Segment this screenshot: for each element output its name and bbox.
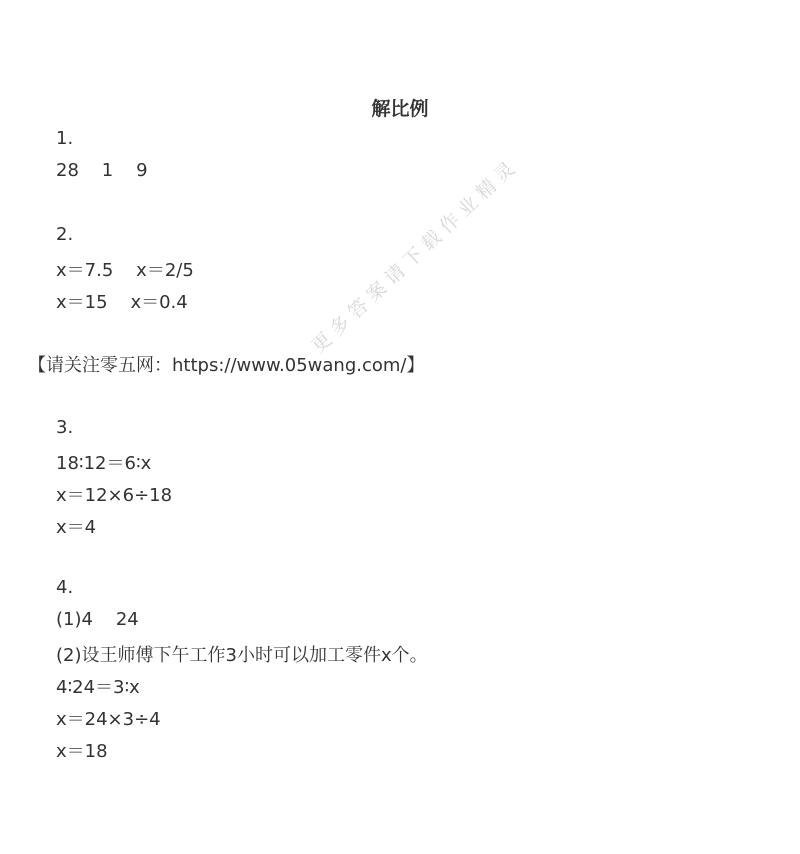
question-2-line-1: x＝7.5 x＝2/5 xyxy=(56,260,194,281)
question-4-line-2: (2)设王师傅下午工作3小时可以加工零件x个。 xyxy=(56,645,428,666)
question-4-line-3: 4∶24＝3∶x xyxy=(56,677,140,698)
question-1-answer: 28 1 9 xyxy=(56,160,148,181)
question-2-line-2: x＝15 x＝0.4 xyxy=(56,292,188,313)
question-3-line-3: x＝4 xyxy=(56,517,97,538)
question-3-line-2: x＝12×6÷18 xyxy=(56,485,173,506)
page-title: 解比例 xyxy=(371,98,429,120)
site-notice: 【请关注零五网：https://www.05wang.com/】 xyxy=(28,355,425,376)
question-4-line-4: x＝24×3÷4 xyxy=(56,709,161,730)
question-4-number: 4. xyxy=(56,577,74,598)
question-3-number: 3. xyxy=(56,417,74,438)
question-4-line-5: x＝18 xyxy=(56,741,108,762)
watermark-text: 更多答案请下载作业精灵 xyxy=(307,153,524,358)
question-2-number: 2. xyxy=(56,224,74,245)
question-3-line-1: 18∶12＝6∶x xyxy=(56,453,152,474)
question-1-number: 1. xyxy=(56,128,74,149)
question-4-line-1: (1)4 24 xyxy=(56,609,139,630)
